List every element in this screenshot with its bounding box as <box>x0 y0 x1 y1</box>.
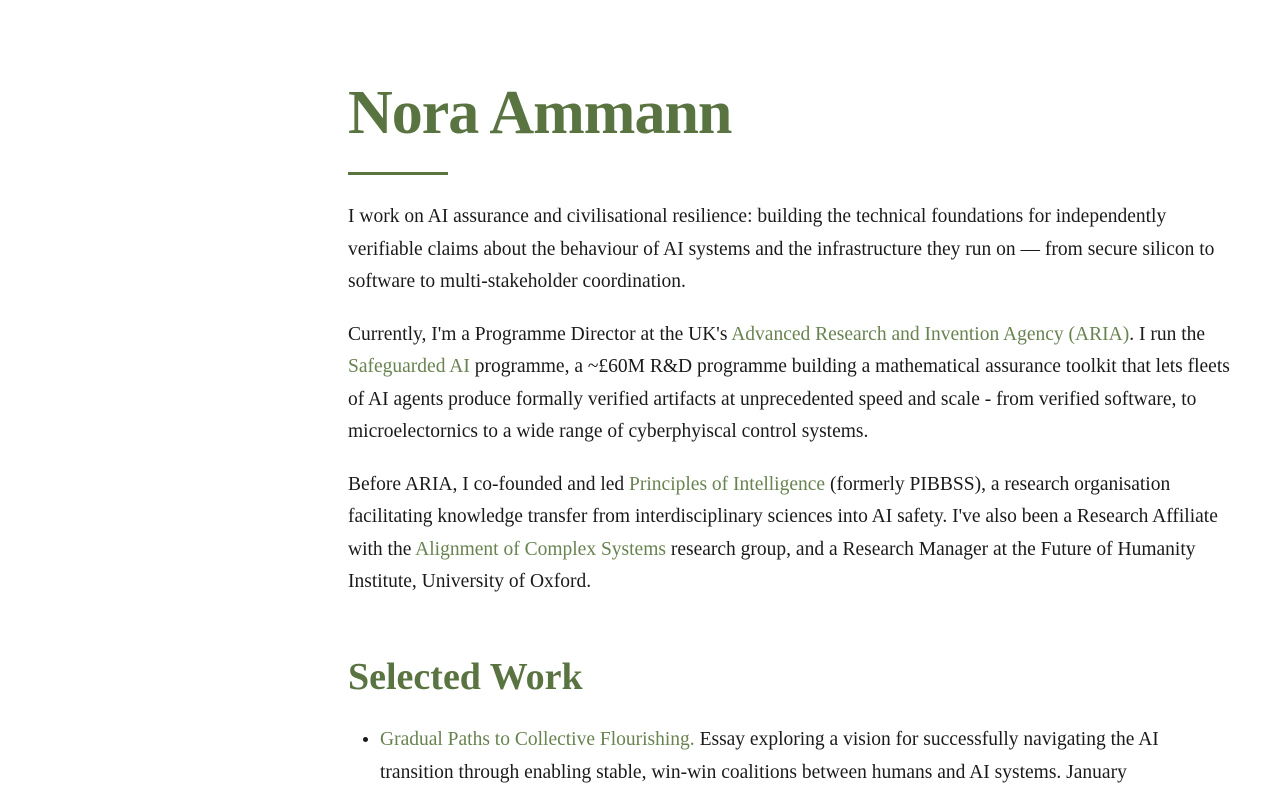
text-segment: Essay exploring a vision for successfully navigating the AI transition through enabling stable, win-win coalitions between humans and AI systems. January <box>380 729 1159 783</box>
link-safeguarded-ai[interactable]: Safeguarded AI <box>348 356 470 378</box>
text-segment: Before ARIA, I co-founded and led <box>348 473 630 495</box>
link-principles-of-intelligence[interactable]: Principles of Intelligence <box>629 473 826 495</box>
list-item <box>380 724 1230 789</box>
text-segment: (formerly PIBBSS), a research organisation facilitating knowledge transfer from interdisciplinary sciences into AI safety. I've also been a Research Affiliate with the <box>348 473 1218 560</box>
text-segment: programme, a ~£60M R&D programme building a mathematical assurance toolkit that lets fleets of AI agents produce formally verified artifacts at unprecedented speed and scale - from verified software, to microelectornics to a wide range of cyberphyiscal control systems. <box>348 356 1230 443</box>
divider <box>348 172 448 175</box>
text-segment: Currently, I'm a Programme Director at the UK's <box>348 323 732 345</box>
main-content <box>348 0 1230 789</box>
page-title: Nora Ammann <box>348 79 732 147</box>
intro-paragraph-2 <box>348 319 1230 449</box>
text-segment: research group, and a Research Manager at the Future of Humanity Institute, University of Oxford. <box>348 538 1196 593</box>
selected-work-list <box>348 724 1230 789</box>
link-aria[interactable]: Advanced Research and Invention Agency (ARIA) <box>731 323 1130 345</box>
text-segment: . I run the <box>1129 323 1206 345</box>
link-alignment-of-complex-systems[interactable]: Alignment of Complex Systems <box>415 538 666 560</box>
intro-paragraph-1 <box>348 201 1230 299</box>
link-gradual-paths-essay[interactable]: Gradual Paths to Collective Flourishing. <box>380 729 695 751</box>
intro-paragraph-3 <box>348 469 1230 599</box>
section-heading-selected-work: Selected Work <box>348 655 583 698</box>
text-segment: I work on AI assurance and civilisational resilience: building the technical foundations for independently verifiable claims about the behaviour of AI systems and the infrastructure they run on — from secure silicon to software to multi-stakeholder coordination. <box>348 206 1215 293</box>
